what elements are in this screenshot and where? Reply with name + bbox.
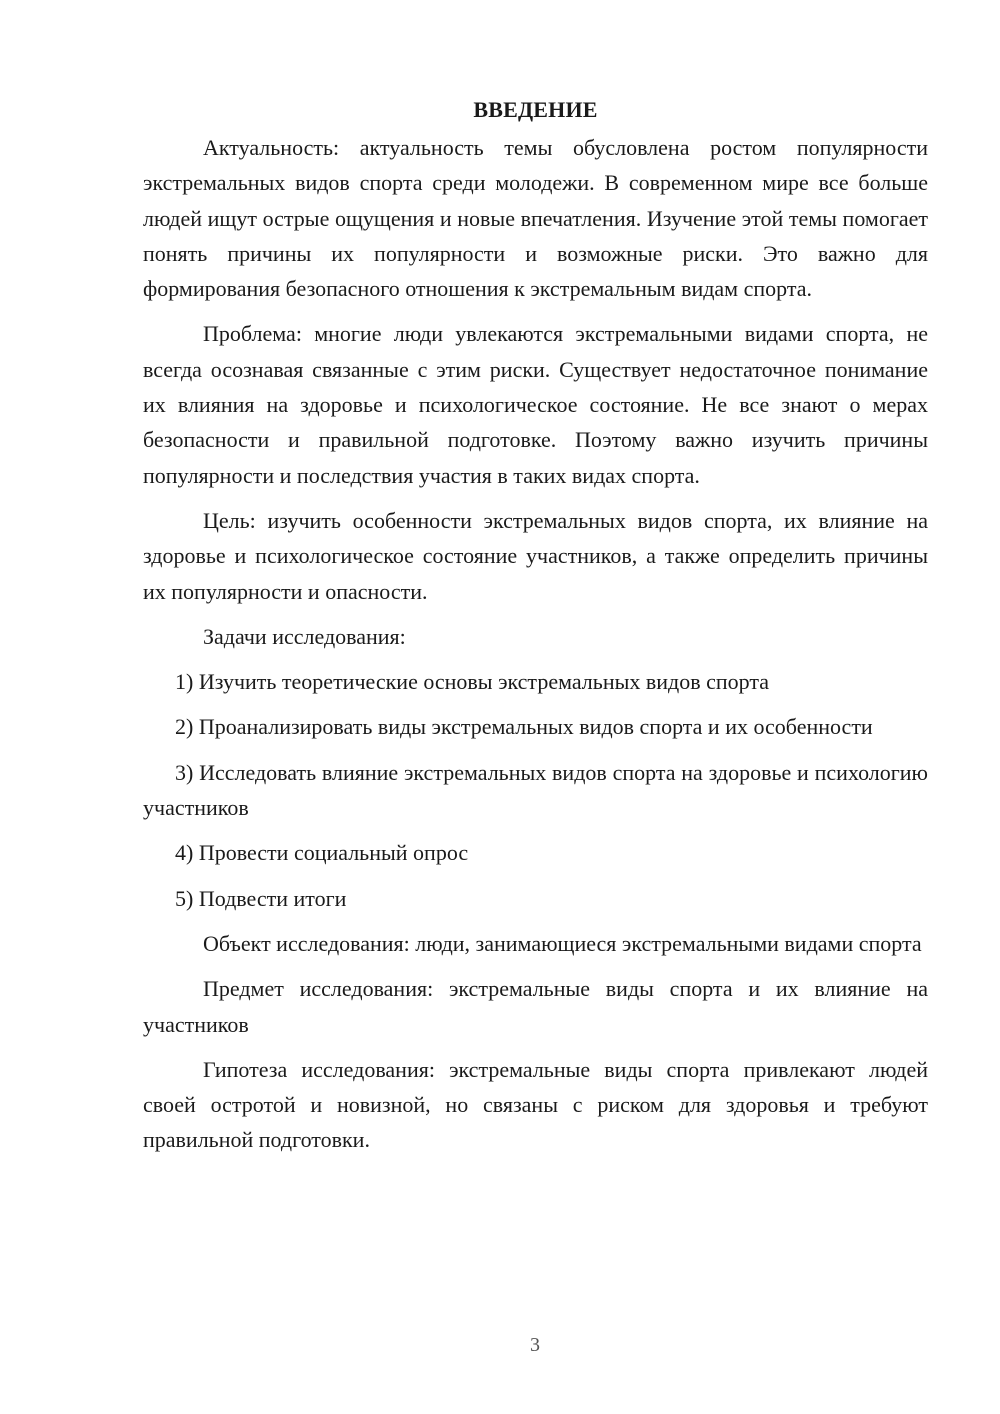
paragraph-problem: Проблема: многие люди увлекаются экстремальными видами спорта, не всегда осознавая связанные с этим риски. Существует недостаточное понимание их влияния на здоровье и психологическое состояние. Не все знают о мерах безопасности и правильной подготовке. Поэтому важно изучить причины популярности и последствия участия в таких видах спорта. [143, 321, 928, 488]
paragraph-relevance: Актуальность: актуальность темы обусловлена ростом популярности экстремальных видов спорта среди молодежи. В современном мире все больше людей ищут острые ощущения и новые впечатления. Изучение этой темы помогает понять причины их популярности и возможные риски. Это важно для формирования безопасного отношения к экстремальным видам спорта. [143, 135, 928, 302]
task-item-5: 5) Подвести итоги [175, 885, 347, 911]
task-item-3: 3) Исследовать влияние экстремальных видов спорта на здоровье и психологию участников [143, 759, 928, 821]
tasks-heading: Задачи исследования: [203, 623, 406, 649]
page-number: 3 [530, 1334, 540, 1356]
document-page [143, 92, 928, 1168]
paragraph-hypothesis: Гипотеза исследования: экстремальные виды спорта привлекают людей своей остротой и новизной, но связаны с риском для здоровья и требуют правильной подготовки. [143, 1056, 928, 1153]
task-item-2: 2) Проанализировать виды экстремальных видов спорта и их особенности [175, 714, 873, 740]
paragraph-object: Объект исследования: люди, занимающиеся экстремальными видами спорта [203, 930, 922, 956]
paragraph-goal: Цель: изучить особенности экстремальных видов спорта, их влияние на здоровье и психологическое состояние участников, а также определить причины их популярности и опасности. [143, 507, 928, 604]
page-title: ВВЕДЕНИЕ [473, 97, 598, 122]
task-item-4: 4) Провести социальный опрос [175, 840, 469, 866]
paragraph-subject: Предмет исследования: экстремальные виды спорта и их влияние на участников [143, 976, 928, 1037]
task-item-1: 1) Изучить теоретические основы экстремальных видов спорта [175, 669, 770, 695]
